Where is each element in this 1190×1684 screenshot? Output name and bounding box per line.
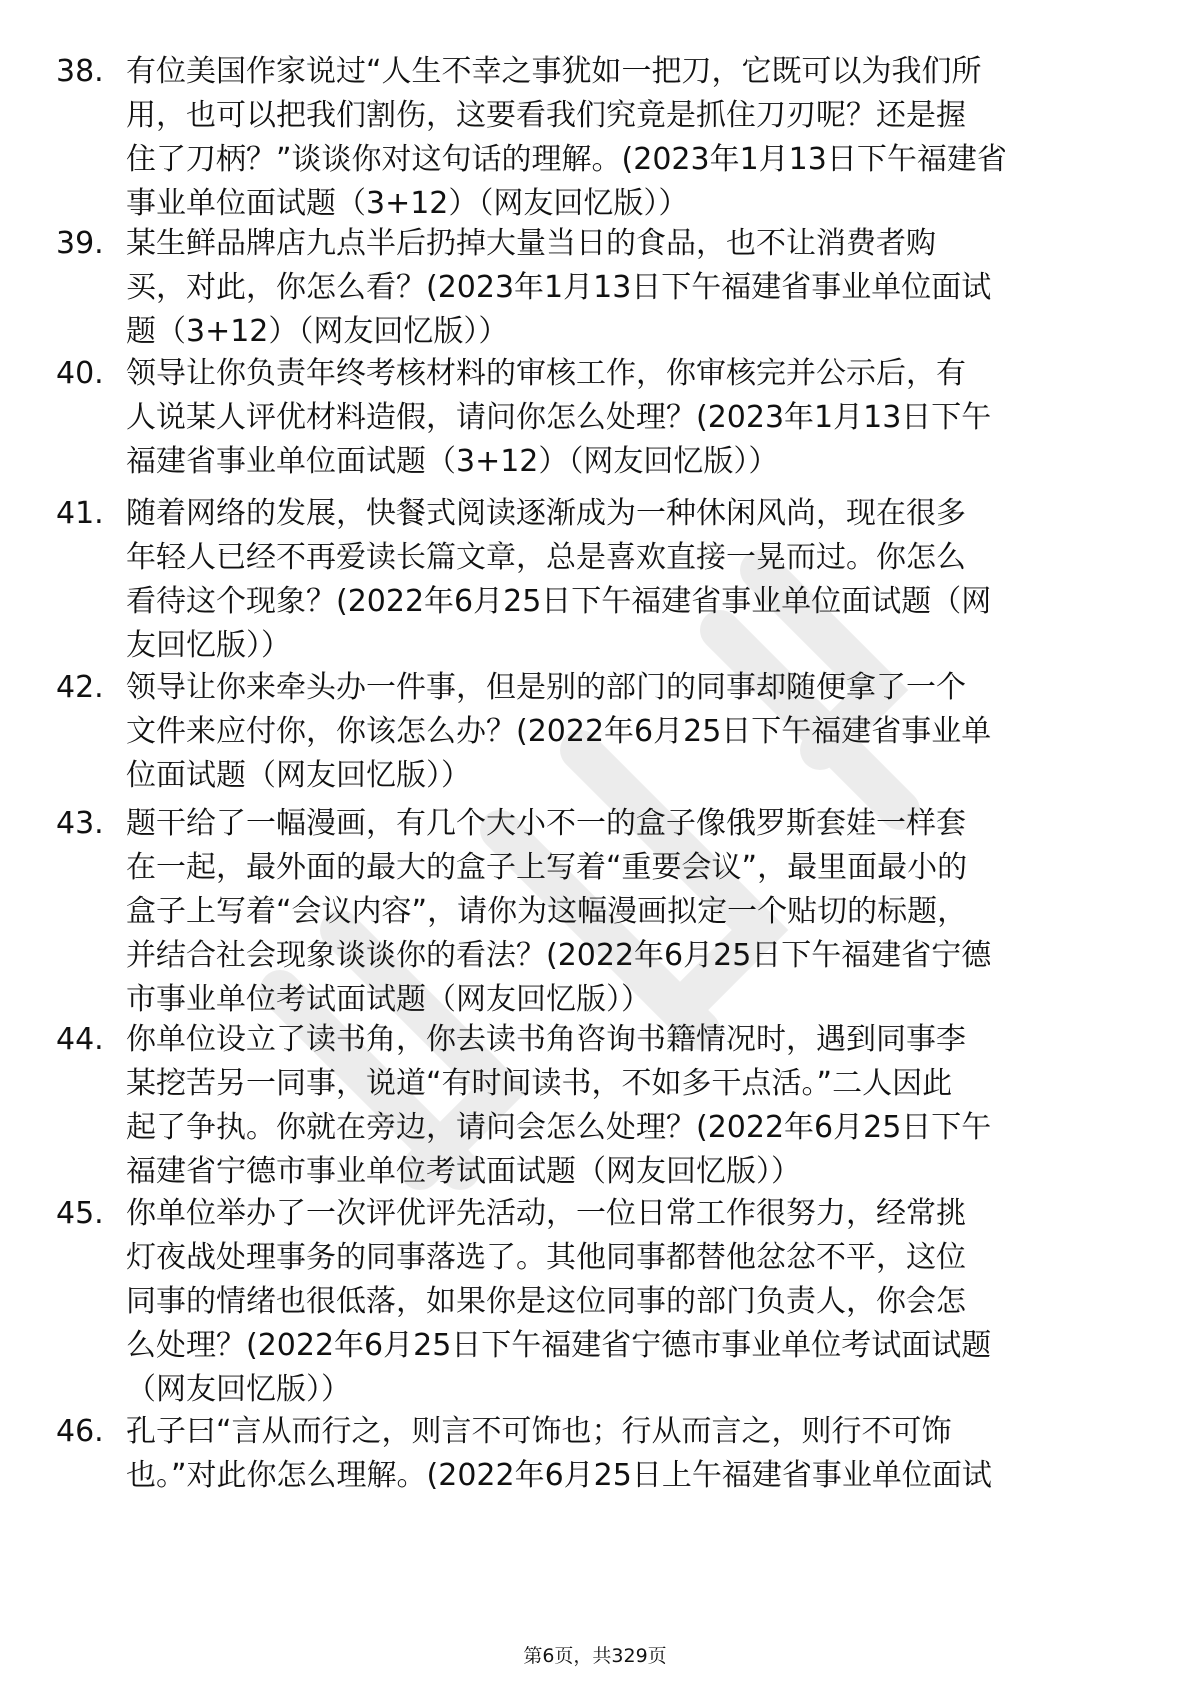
question-text-line: 有位美国作家说过“人生不幸之事犹如一把刀，它既可以为我们所	[126, 54, 982, 89]
question-text-line: （网友回忆版））	[126, 1372, 351, 1407]
question-number: 45.	[56, 1196, 104, 1231]
question-number: 39.	[56, 226, 104, 261]
question-text-line: 题（3+12）（网友回忆版））	[126, 314, 509, 349]
question-text-line: 同事的情绪也很低落，如果你是这位同事的部门负责人，你会怎	[126, 1284, 966, 1319]
question-number: 42.	[56, 670, 104, 705]
question-number: 44.	[56, 1022, 104, 1057]
question-text-line: 领导让你负责年终考核材料的审核工作，你审核完并公示后，有	[126, 356, 966, 391]
question-text-line: 看待这个现象？(2022年6月25日下午福建省事业单位面试题（网	[126, 584, 992, 619]
question-text-line: 你单位设立了读书角，你去读书角咨询书籍情况时，遇到同事李	[126, 1022, 966, 1057]
question-text-line: 某生鲜品牌店九点半后扔掉大量当日的食品，也不让消费者购	[126, 226, 936, 261]
question-text-line: 随着网络的发展，快餐式阅读逐渐成为一种休闲风尚，现在很多	[126, 496, 966, 531]
question-text-line: 文件来应付你，你该怎么办？(2022年6月25日下午福建省事业单	[126, 714, 992, 749]
question-text-line: 买，对此，你怎么看？(2023年1月13日下午福建省事业单位面试	[126, 270, 992, 305]
question-text-line: 你单位举办了一次评优评先活动，一位日常工作很努力，经常挑	[126, 1196, 966, 1231]
question-text-line: 并结合社会现象谈谈你的看法？(2022年6月25日下午福建省宁德	[126, 938, 992, 973]
question-text-line: 也。”对此你怎么理解。(2022年6月25日上午福建省事业单位面试	[126, 1458, 992, 1493]
question-text-line: 灯夜战处理事务的同事落选了。其他同事都替他忿忿不平，这位	[126, 1240, 966, 1275]
question-text-line: 市事业单位考试面试题（网友回忆版））	[126, 982, 651, 1017]
question-text-line: 么处理？(2022年6月25日下午福建省宁德市事业单位考试面试题	[126, 1328, 992, 1363]
question-text-line: 用，也可以把我们割伤，这要看我们究竟是抓住刀刃呢？还是握	[126, 98, 966, 133]
question-text-line: 福建省事业单位面试题（3+12）（网友回忆版））	[126, 444, 779, 479]
question-text-line: 题干给了一幅漫画，有几个大小不一的盒子像俄罗斯套娃一样套	[126, 806, 966, 841]
question-number: 41.	[56, 496, 104, 531]
question-text-line: 福建省宁德市事业单位考试面试题（网友回忆版））	[126, 1154, 801, 1189]
question-number: 46.	[56, 1414, 104, 1449]
question-number: 40.	[56, 356, 104, 391]
question-text-line: 住了刀柄？”谈谈你对这句话的理解。(2023年1月13日下午福建省	[126, 142, 1007, 177]
question-text-line: 年轻人已经不再爱读长篇文章，总是喜欢直接一晃而过。你怎么	[126, 540, 966, 575]
question-number: 38.	[56, 54, 104, 89]
question-text-line: 在一起，最外面的最大的盒子上写着“重要会议”，最里面最小的	[126, 850, 968, 885]
question-text-line: 孔子曰“言从而行之，则言不可饰也；行从而言之，则行不可饰	[126, 1414, 952, 1449]
question-text-line: 友回忆版））	[126, 628, 291, 663]
question-text-line: 领导让你来牵头办一件事，但是别的部门的同事却随便拿了一个	[126, 670, 966, 705]
question-text-line: 某挖苦另一同事，说道“有时间读书，不如多干点活。”二人因此	[126, 1066, 953, 1101]
question-text-line: 位面试题（网友回忆版））	[126, 758, 471, 793]
question-number: 43.	[56, 806, 104, 841]
question-text-line: 起了争执。你就在旁边，请问会怎么处理？(2022年6月25日下午	[126, 1110, 992, 1145]
page-number: 第6页，共329页	[523, 1645, 667, 1667]
question-text-line: 盒子上写着“会议内容”，请你为这幅漫画拟定一个贴切的标题，	[126, 894, 968, 929]
question-text-line: 事业单位面试题（3+12）（网友回忆版））	[126, 186, 689, 221]
question-text-line: 人说某人评优材料造假，请问你怎么处理？(2023年1月13日下午	[126, 400, 992, 435]
